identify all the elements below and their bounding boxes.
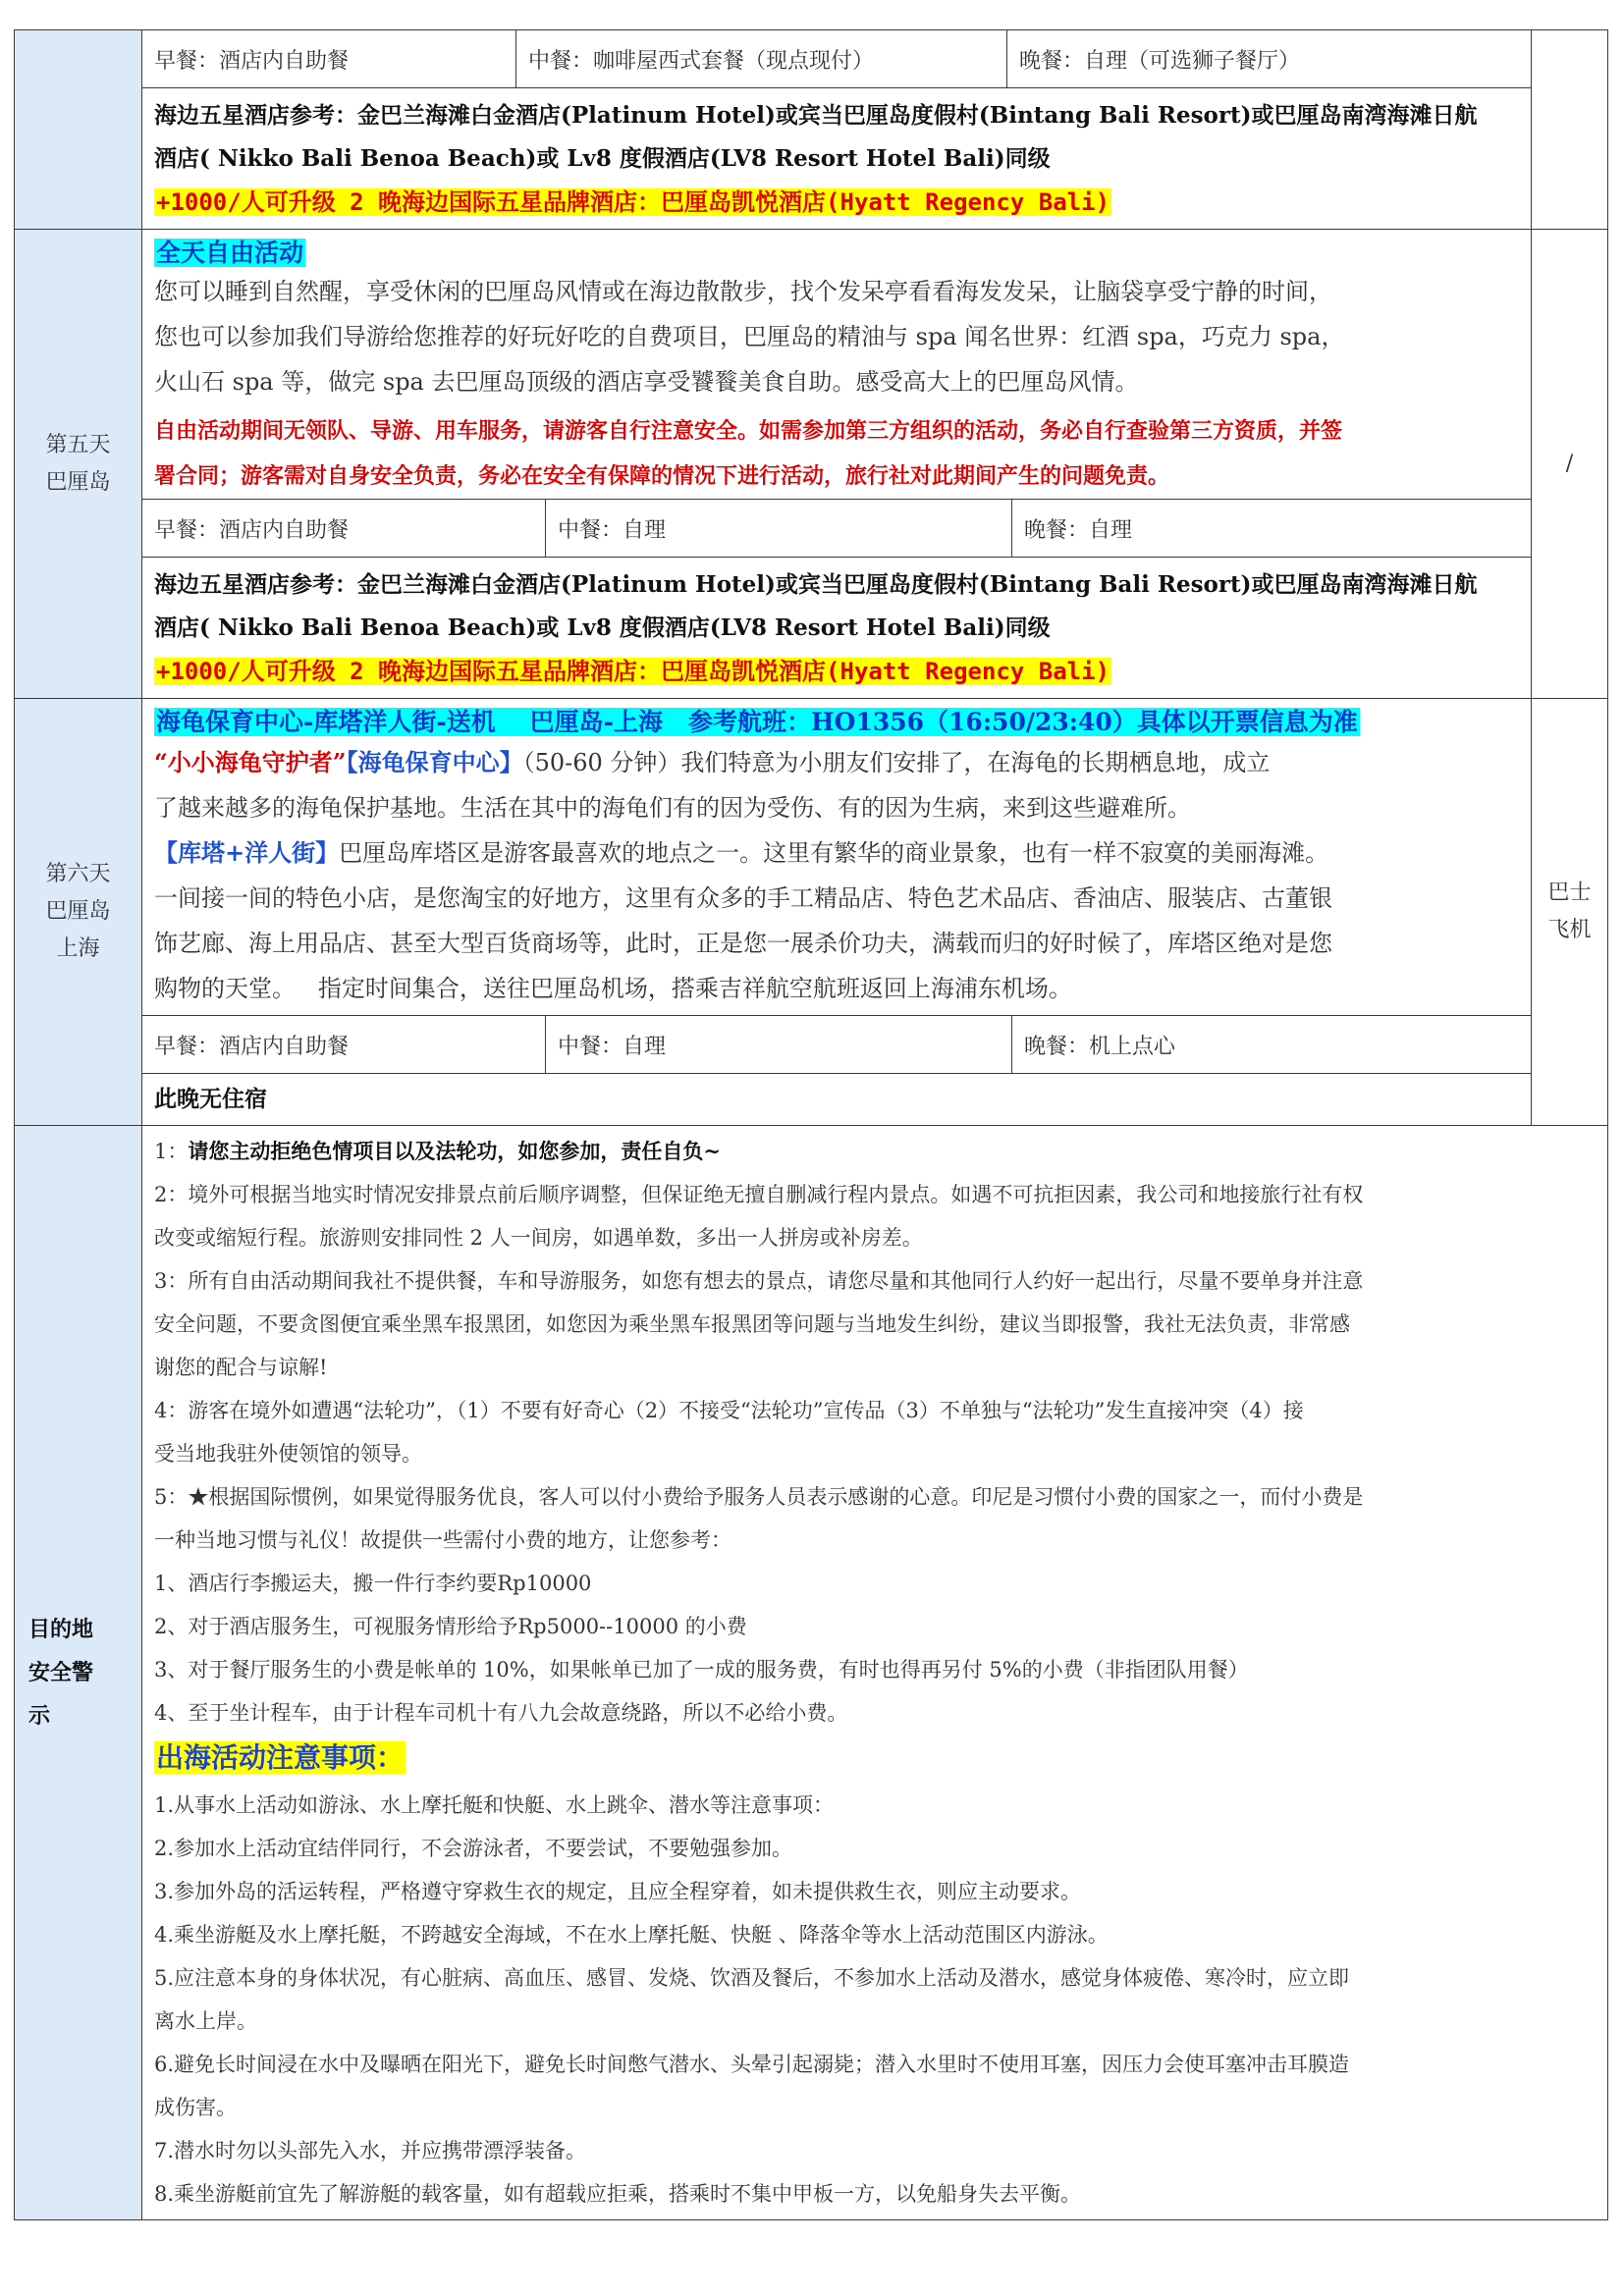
day6-label-cell <box>15 699 142 1126</box>
sea-item-7: 7.潜水时勿以头部先入水，并应携带漂浮装备。 <box>154 2139 587 2163</box>
safety-item3a: 3：所有自由活动期间我社不提供餐，车和导游服务，如您有想去的景点，请您尽量和其他同行人约好一起出行，尽量不要单身并注意 <box>154 1269 1364 1293</box>
day5-para2: 您也可以参加我们导游给您推荐的好玩好吃的自费项目，巴厘岛的精油与 spa 闻名世界：红酒 spa，巧克力 spa， <box>154 323 1345 350</box>
day4-hotel-line2: 酒店( Nikko Bali Benoa Beach)或 Lv8 度假酒店(LV8 Resort Hotel Bali)同级 <box>154 145 1051 172</box>
sea-item-2: 2.参加水上活动宜结伴同行，不会游泳者，不要尝试，不要勉强参加。 <box>154 1837 793 1860</box>
day6-turtle-text2: 了越来越多的海龟保护基地。生活在其中的海龟们有的因为受伤、有的因为生病，来到这些避难所。 <box>154 794 1191 822</box>
day6-turtle-text1: （50-60 分钟）我们特意为小朋友们安排了，在海龟的长期栖息地，成立 <box>522 749 1271 776</box>
day5-para3: 火山石 spa 等，做完 spa 去巴厘岛顶级的酒店享受饕餮美食自助。感受高大上的巴厘岛风情。 <box>154 368 1139 396</box>
day6-place2: 上海 <box>56 936 100 961</box>
safety-label2: 安全警 <box>28 1660 94 1685</box>
day6-turtle-line1 <box>154 740 1519 785</box>
day5-meals <box>142 499 1531 558</box>
safety-notes <box>142 1126 1607 2219</box>
safety-content <box>142 1126 1608 2220</box>
day4-row <box>15 30 1608 230</box>
sea-item-4: 4.乘坐游艇及水上摩托艇，不跨越安全海域，不在水上摩托艇、快艇 、降落伞等水上活动范围区内游泳。 <box>154 1923 1109 1947</box>
sea-item-3: 3.参加外岛的活运转程，严格遵守穿救生衣的规定，且应全程穿着，如未提供救生衣，则应主动要求。 <box>154 1880 1082 1903</box>
day5-place: 巴厘岛 <box>45 469 111 495</box>
day6-transport2: 飞机 <box>1547 918 1592 942</box>
day6-title: 海龟保育中心-库塔洋人街-送机 巴厘岛-上海 参考航班：HO1356（16:50/23:40）具体以开票信息为准 <box>156 708 1358 736</box>
day5-transport-cell <box>1532 230 1608 699</box>
safety-item2a: 2：境外可根据当地实时情况安排景点前后顺序调整，但保证绝无擅自删减行程内景点。如遇不可抗拒因素，我公司和地接旅行社有权 <box>154 1183 1364 1206</box>
day6-transport1: 巴士 <box>1547 881 1592 905</box>
sea-item-6a: 6.避免长时间浸在水中及曝晒在阳光下，避免长时间憋气潜水、头晕引起溺毙；潜入水里时不使用耳塞，因压力会使耳塞冲击耳膜造 <box>154 2053 1350 2076</box>
day4-meals <box>142 30 1531 88</box>
sea-item-1: 1.从事水上活动如游泳、水上摩托艇和快艇、水上跳伞、潜水等注意事项： <box>154 1793 835 1817</box>
safety-item5b: 一种当地习惯与礼仪！故提供一些需付小费的地方，让您参考： <box>154 1528 731 1552</box>
day6-breakfast: 早餐：酒店内自助餐 <box>154 1034 350 1059</box>
day5-warning <box>142 408 1531 499</box>
day6-turtle-label: “小小海龟守护者” <box>154 748 347 776</box>
safety-label3: 示 <box>28 1703 51 1729</box>
day5-warning-line2: 署合同；游客需对自身安全负责，务必在安全有保障的情况下进行活动，旅行社对此期间产生的问题免责。 <box>154 463 1170 489</box>
day4-hotel <box>142 88 1531 229</box>
tip-item-2: 2、对于酒店服务生，可视服务情形给予Rp5000--10000 的小费 <box>154 1615 747 1638</box>
day5-title: 全天自由活动 <box>156 239 304 267</box>
tip-item-3: 3、对于餐厅服务生的小费是帐单的 10%，如果帐单已加了一成的服务费，有时也得再另付 5%的小费（非指团队用餐） <box>154 1658 1249 1682</box>
day4-label-cell <box>15 30 142 230</box>
day6-kuta-text4: 购物的天堂。 指定时间集合，送往巴厘岛机场，搭乘吉祥航空航班返回上海浦东机场。 <box>154 975 1072 1002</box>
day5-description <box>142 269 1531 408</box>
sea-item-8: 8.乘坐游艇前宜先了解游艇的载客量，如有超载应拒乘，搭乘时不集中甲板一方，以免船身失去平衡。 <box>154 2182 1082 2206</box>
day5-label-cell <box>15 230 142 699</box>
day4-content <box>142 30 1532 230</box>
day6-content <box>142 699 1532 1126</box>
day4-upgrade: +1000/人可升级 2 晚海边国际五星品牌酒店：巴厘岛凯悦酒店(Hyatt Regency Bali) <box>156 188 1110 216</box>
itinerary-table <box>14 29 1608 2220</box>
day6-day-label: 第六天 <box>45 862 111 886</box>
day4-breakfast: 早餐：酒店内自助餐 <box>154 48 350 74</box>
day5-lunch: 中餐：自理 <box>545 500 1011 557</box>
safety-item4a: 4：游客在境外如遭遇“法轮功”，（1）不要有好奇心（2）不接受“法轮功”宣传品（3）不单独与“法轮功”发生直接冲突（4）接 <box>154 1399 1304 1422</box>
day6-transport-cell <box>1532 699 1608 1126</box>
day4-transport-cell <box>1532 30 1608 230</box>
safety-label1: 目的地 <box>28 1617 94 1642</box>
safety-item4b: 受当地我驻外使领馆的领导。 <box>154 1442 422 1466</box>
day5-hotel <box>142 558 1531 698</box>
day6-description <box>142 738 1531 1015</box>
sea-item-5b: 离水上岸。 <box>154 2009 257 2033</box>
safety-item1 <box>154 1130 1596 1173</box>
safety-item3c: 谢您的配合与谅解! <box>154 1356 328 1379</box>
day5-breakfast: 早餐：酒店内自助餐 <box>154 517 350 543</box>
itinerary-page <box>14 29 1607 2220</box>
day6-row <box>15 699 1608 1126</box>
safety-row <box>15 1126 1608 2220</box>
day4-dinner: 晚餐：自理（可选狮子餐厅） <box>1006 30 1531 87</box>
tip-item-4: 4、至于坐计程车，由于计程车司机十有八九会故意绕路，所以不必给小费。 <box>154 1701 848 1725</box>
day6-kuta-text3: 饰艺廊、海上用品店、甚至大型百货商场等，此时，正是您一展杀价功夫，满载而归的好时候了，库塔区绝对是您 <box>154 930 1332 957</box>
safety-label-cell <box>15 1126 142 2220</box>
day5-row <box>15 230 1608 699</box>
day6-turtle-name: 【海龟保育中心】 <box>346 748 523 776</box>
day5-para1: 您可以睡到自然醒，享受休闲的巴厘岛风情或在海边散散步，找个发呆亭看看海发发呆，让脑袋享受宁静的时间， <box>154 278 1332 305</box>
safety-item5a: 5：★根据国际惯例，如果觉得服务优良，客人可以付小费给予服务人员表示感谢的心意。印尼是习惯付小费的国家之一，而付小费是 <box>154 1485 1364 1509</box>
sea-item-5a: 5.应注意本身的身体状况，有心脏病、高血压、感冒、发烧、饮酒及餐后，不参加水上活动及潜水，感觉身体疲倦、寒冷时，应立即 <box>154 1966 1350 1990</box>
day6-kuta-name: 【库塔+洋人街】 <box>154 838 340 867</box>
day5-warning-line1: 自由活动期间无领队、导游、用车服务，请游客自行注意安全。如需参加第三方组织的活动，务必自行查验第三方资质，并签 <box>154 418 1343 444</box>
day6-dinner: 晚餐：机上点心 <box>1011 1016 1531 1073</box>
day6-kuta-line1 <box>154 830 1519 876</box>
day5-upgrade: +1000/人可升级 2 晚海边国际五星品牌酒店：巴厘岛凯悦酒店(Hyatt Regency Bali) <box>156 658 1110 685</box>
day5-dinner: 晚餐：自理 <box>1011 500 1531 557</box>
day4-hotel-line1: 海边五星酒店参考：金巴兰海滩白金酒店(Platinum Hotel)或宾当巴厘岛度假村(Bintang Bali Resort)或巴厘岛南湾海滩日航 <box>154 102 1478 129</box>
day6-place1: 巴厘岛 <box>45 899 111 924</box>
sea-item-6b: 成伤害。 <box>154 2096 237 2119</box>
day5-transport: / <box>1565 451 1574 476</box>
day6-kuta-text2: 一间接一间的特色小店，是您淘宝的好地方，这里有众多的手工精品店、特色艺术品店、香油店、服装店、古董银 <box>154 884 1332 912</box>
day6-no-accommodation: 此晚无住宿 <box>154 1086 267 1112</box>
safety-item3b: 安全问题，不要贪图便宜乘坐黑车报黑团，如您因为乘坐黑车报黑团等问题与当地发生纠纷，建议当即报警，我社无法负责，非常感 <box>154 1312 1350 1336</box>
tip-item-1: 1、酒店行李搬运夫，搬一件行李约要Rp10000 <box>154 1572 592 1595</box>
day5-hotel-line2: 酒店( Nikko Bali Benoa Beach)或 Lv8 度假酒店(LV8 Resort Hotel Bali)同级 <box>154 614 1051 641</box>
day5-day-label: 第五天 <box>45 432 111 457</box>
sea-activity-title: 出海活动注意事项： <box>156 1741 405 1774</box>
day5-hotel-line1: 海边五星酒店参考：金巴兰海滩白金酒店(Platinum Hotel)或宾当巴厘岛度假村(Bintang Bali Resort)或巴厘岛南湾海滩日航 <box>154 571 1478 598</box>
day6-meals <box>142 1015 1531 1074</box>
day6-kuta-text1: 巴厘岛库塔区是游客最喜欢的地点之一。这里有繁华的商业景象，也有一样不寂寞的美丽海滩。 <box>339 839 1329 867</box>
day6-lunch: 中餐：自理 <box>545 1016 1011 1073</box>
day4-lunch: 中餐：咖啡屋西式套餐（现点现付） <box>515 30 1006 87</box>
day5-content <box>142 230 1532 699</box>
safety-item2b: 改变或缩短行程。旅游则安排同性 2 人一间房，如遇单数，多出一人拼房或补房差。 <box>154 1226 923 1250</box>
safety-item1-prefix: 1： <box>154 1140 189 1163</box>
safety-item1-text: 请您主动拒绝色情项目以及法轮功，如您参加，责任自负~ <box>188 1139 721 1163</box>
